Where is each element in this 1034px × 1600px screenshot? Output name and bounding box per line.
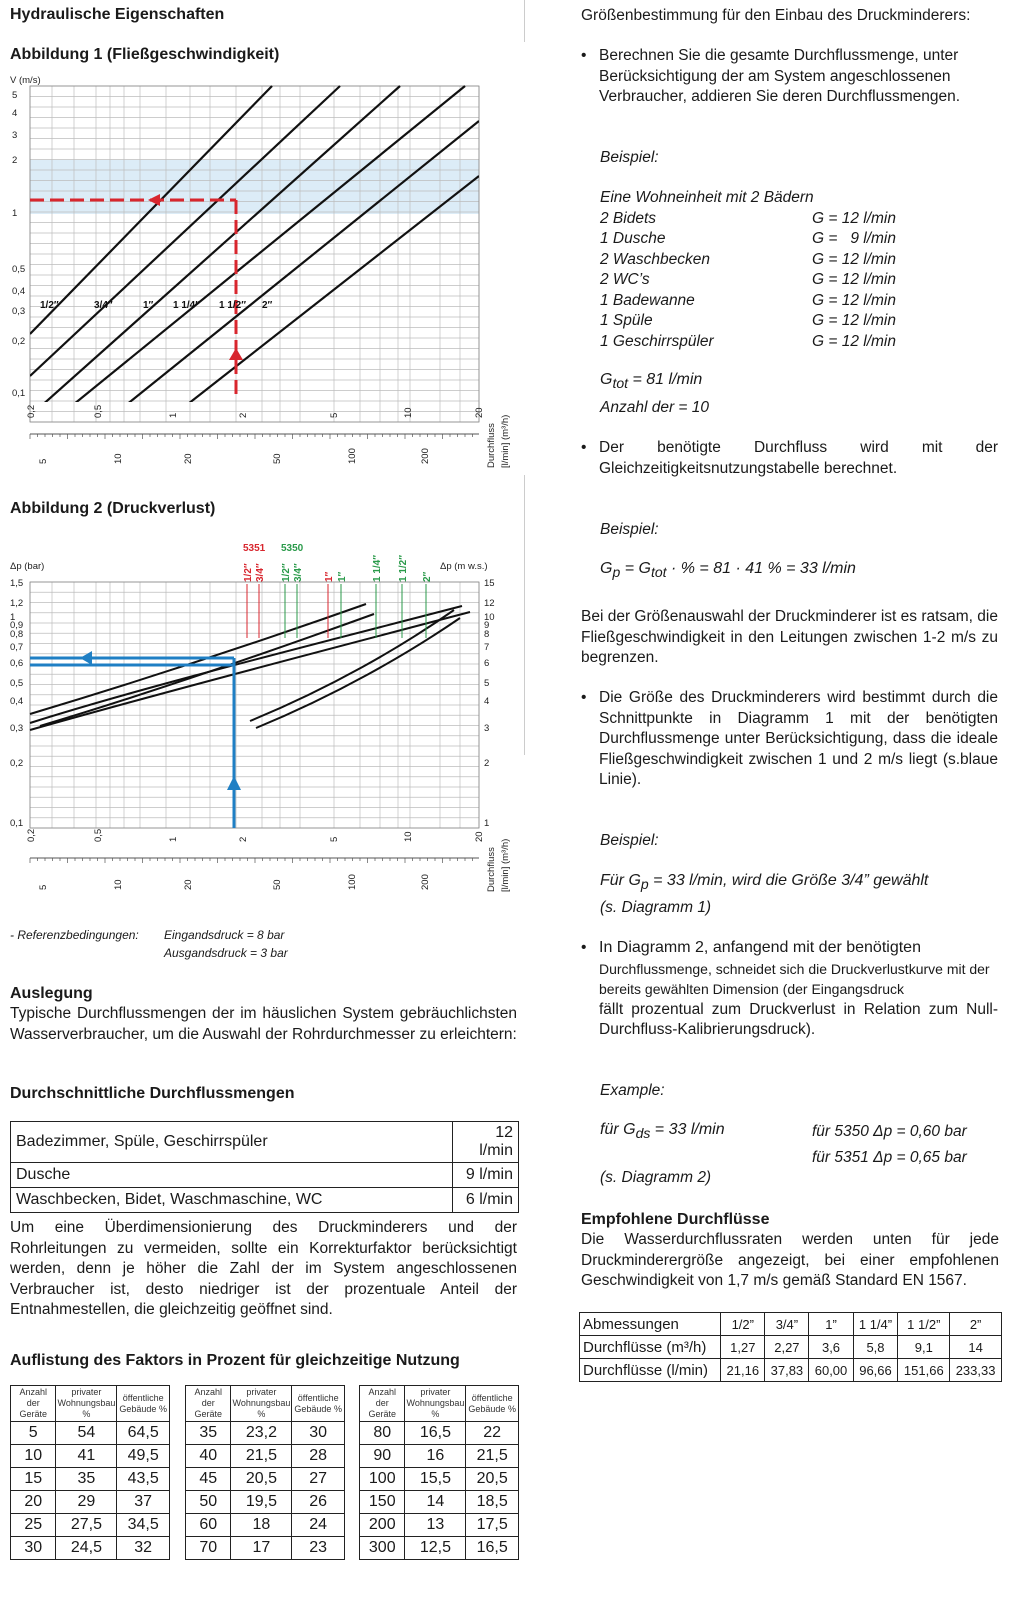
table-row: 40 21,5 28	[186, 1445, 345, 1468]
y-tick-label: 2	[12, 155, 18, 166]
table-row: 30 24,5 32	[11, 1537, 170, 1560]
bullet-icon: •	[581, 689, 587, 706]
factor-header: privater Wohnungsbau %	[405, 1386, 466, 1422]
ref-inlet: Eingandsdruck = 8 bar	[164, 928, 285, 942]
x-tick-lmin: 200	[420, 874, 431, 890]
y-tick-label: 5	[12, 90, 18, 101]
x-tick-lmin: 5	[38, 884, 49, 890]
x-tick-lmin: 20	[183, 453, 194, 464]
example-label: Beispiel:	[600, 832, 659, 849]
unit-title: Eine Wohneinheit mit 2 Bädern	[600, 189, 814, 206]
x-tick-m3h: 20	[474, 831, 485, 842]
x-tick-lmin: 100	[347, 448, 358, 464]
table-row: 60 18 24	[186, 1514, 345, 1537]
y-tick-label-right: 15	[484, 578, 495, 589]
table-row: Badezimmer, Spüle, Geschirrspüler 12 l/min	[11, 1122, 519, 1163]
factor-header: Anzahl der Geräte	[360, 1386, 405, 1422]
table-row: 90 16 21,5	[360, 1445, 519, 1468]
factor-header: öffentliche Gebäude %	[117, 1386, 170, 1422]
model-5350-label: 5350	[281, 543, 304, 554]
y-tick-label: 0,9	[10, 620, 24, 631]
x-tick-m3h: 2	[238, 412, 249, 418]
x-tick-lmin: 10	[113, 879, 124, 890]
y-tick-label-right: 2	[484, 758, 490, 769]
bullet-icon: •	[581, 47, 587, 64]
consumer-row: 2 WC’s G = 12 l/min	[600, 271, 896, 288]
ref-outlet: Ausgandsdruck = 3 bar	[164, 946, 288, 960]
fig1-ylabel: V (m/s)	[10, 75, 41, 86]
y-tick-label: 0,8	[10, 629, 24, 640]
factor-table	[185, 1385, 345, 1560]
table-row: Waschbecken, Bidet, Waschmaschine, WC 6 l/min	[11, 1188, 519, 1213]
y-tick-label: 1	[12, 208, 18, 219]
dimension-label: 3/4″	[94, 300, 113, 311]
factor-title: Auflistung des Faktors in Prozent für gleichzeitige Nutzung	[10, 1352, 460, 1369]
x-tick-m3h: 10	[403, 831, 414, 842]
dimension-label: 2″	[422, 571, 433, 582]
table-row: 5 54 64,5	[11, 1422, 170, 1445]
table-row: 10 41 49,5	[11, 1445, 170, 1468]
table-row: 100 15,5 20,5	[360, 1468, 519, 1491]
factor-header: Anzahl der Geräte	[11, 1386, 56, 1422]
table-row: 35 23,2 30	[186, 1422, 345, 1445]
rec-title: Empfohlene Durchflüsse	[581, 1211, 770, 1228]
pressure-curve	[256, 618, 460, 728]
pressure-curve	[40, 614, 374, 726]
x-tick-lmin: 10	[113, 453, 124, 464]
x-axis-units: [l/min] (m³/h)	[500, 414, 511, 468]
table-row: 200 13 17,5	[360, 1514, 519, 1537]
factor-header: Anzahl der Geräte	[186, 1386, 231, 1422]
table-row: Durchflüsse (l/min) 21,16 37,83 60,00 96,66 151,66 233,33	[580, 1359, 1002, 1382]
y-tick-label: 0,5	[10, 678, 24, 689]
dimension-label: 1 1/2″	[398, 554, 409, 582]
x-tick-m3h: 20	[474, 407, 485, 418]
y-tick-label-right: 7	[484, 642, 490, 653]
bullet-icon: •	[581, 939, 587, 956]
arrow-left-icon	[80, 651, 92, 665]
y-tick-label-right: 12	[484, 598, 495, 609]
x-tick-lmin: 5	[38, 458, 49, 464]
bullet-diagram2-a: In Diagramm 2, anfangend mit der benötigten	[599, 939, 921, 956]
consumer-row: 1 Geschirrspüler G = 12 l/min	[600, 332, 896, 350]
bullet-size-selection: Die Größe des Druckminderers wird bestimmt durch die Schnittpunkte in Diagramm 1 mit der benötigten Durchflussmenge unter Berücksichtigung, dass die ideale Fließgeschwindigkeit zwischen 1 und 2 m/s liegt (s.blaue Linie).	[599, 689, 998, 788]
gp-formula: $G_p = G_{tot}$ · % = 81 · 41 % = 33 l/min	[600, 560, 856, 581]
x-axis-label: Durchfluss	[486, 847, 497, 892]
consumer-row: 1 Badewanne G = 12 l/min	[600, 291, 896, 309]
x-tick-m3h: 1	[168, 836, 179, 842]
example-label: Beispiel:	[600, 521, 659, 538]
pressure-loss-chart	[0, 538, 525, 918]
intro-text: Größenbestimmung für den Einbau des Druckminderers:	[581, 7, 971, 24]
size-line	[30, 86, 340, 376]
x-tick-m3h: 0,2	[26, 828, 37, 842]
table-row: 20 29 37	[11, 1491, 170, 1514]
table-row: 45 20,5 27	[186, 1468, 345, 1491]
x-tick-lmin: 50	[272, 453, 283, 464]
count-line: Anzahl der = 10	[600, 399, 710, 416]
x-axis-label: Durchfluss	[486, 423, 497, 468]
x-tick-lmin: 100	[347, 874, 358, 890]
y-tick-label: 0,7	[10, 642, 24, 653]
bullet-sum-flows: Berechnen Sie die gesamte Durchflussmenge, unter Berücksichtigung der am System angeschlossenen Verbraucher, addieren Sie deren Durchflussmengen.	[599, 47, 961, 105]
y-tick-label-right: 1	[484, 818, 490, 829]
bullet-simultaneity: Der benötigte Durchfluss wird mit der Gleichzeitigkeitsnutzungstabelle berechnet.	[599, 439, 998, 477]
selection-ref: (s. Diagramm 1)	[600, 899, 712, 916]
pressure-curve	[250, 610, 454, 721]
dimension-label: 1/2″	[40, 300, 59, 311]
y-tick-label: 1,2	[10, 598, 24, 609]
bullet-diagram2-b: Durchflussmenge, schneidet sich die Druckverlustkurve mit der bereits gewählten Dimension (der Eingangsdruck	[599, 960, 990, 997]
y-tick-label-right: 8	[484, 629, 490, 640]
y-tick-label: 0,4	[12, 286, 26, 297]
dimension-label: 1 1/4″	[173, 300, 201, 311]
y-tick-label: 3	[12, 130, 18, 141]
bullet-icon: •	[581, 439, 587, 456]
y-tick-label: 4	[12, 108, 18, 119]
result-5350: für 5350 Δp = 0,60 bar	[812, 1123, 967, 1140]
factor-tables	[10, 1385, 520, 1560]
x-tick-m3h: 0,5	[93, 404, 104, 418]
y-tick-label-right: 4	[484, 696, 490, 707]
table-row: 150 14 18,5	[360, 1491, 519, 1514]
dimension-label: 2″	[262, 300, 273, 311]
table-row: 80 16,5 22	[360, 1422, 519, 1445]
y-tick-label: 0,2	[10, 758, 24, 769]
factor-header: privater Wohnungsbau %	[231, 1386, 292, 1422]
x-tick-m3h: 10	[403, 407, 414, 418]
y-tick-label-right: 9	[484, 620, 490, 631]
dimension-label: 1 1/2″	[219, 300, 247, 311]
y-tick-label: 0,1	[12, 388, 26, 399]
y-tick-label: 0,3	[12, 306, 26, 317]
fig2-ylabel-left: Δp (bar)	[10, 561, 45, 572]
table-row: 300 12,5 16,5	[360, 1537, 519, 1560]
x-tick-lmin: 200	[420, 448, 431, 464]
factor-header: öffentliche Gebäude %	[466, 1386, 519, 1422]
consumer-row: 1 Dusche G = 9 l/min	[600, 230, 896, 247]
table-row: 25 27,5 34,5	[11, 1514, 170, 1537]
dimension-label: 1/2″	[243, 563, 254, 582]
x-tick-m3h: 5	[329, 412, 340, 418]
x-tick-lmin: 20	[183, 879, 194, 890]
rec-text: Die Wasserdurchflussraten werden unten für jede Druckminderergröße angezeigt, bei einer empfohlenen Geschwindigkeit von 1,7 m/s gemäß Standard EN 1567.	[581, 1231, 999, 1289]
consumer-row: 2 Waschbecken G = 12 l/min	[600, 250, 896, 268]
arrow-up-icon	[229, 348, 243, 360]
y-tick-label: 0,1	[10, 818, 24, 829]
fig2-title: Abbildung 2 (Druckverlust)	[10, 500, 216, 517]
diagram2-ref: (s. Diagramm 2)	[600, 1169, 712, 1186]
velocity-chart	[0, 66, 525, 480]
arrow-up-icon	[227, 776, 241, 790]
table-row: 15 35 43,5	[11, 1468, 170, 1491]
avg-flow-table	[10, 1121, 519, 1213]
auslegung-text: Typische Durchflussmengen der im häuslichen System gebräuchlichsten Wasserverbraucher, um die Auswahl der Rohrdurchmesser zu erleichtern:	[10, 1005, 517, 1043]
y-tick-label-right: 3	[484, 723, 490, 734]
consumer-row: 1 Spüle G = 12 l/min	[600, 312, 896, 329]
factor-table	[359, 1385, 519, 1560]
page-title: Hydraulische Eigenschaften	[10, 6, 225, 23]
column-divider	[524, 0, 525, 42]
x-tick-m3h: 0,5	[93, 828, 104, 842]
recommended-flow-table	[579, 1312, 1002, 1382]
table-row: 70 17 23	[186, 1537, 345, 1560]
table-row: Durchflüsse (m³/h) 1,27 2,27 3,6 5,8 9,1 14	[580, 1336, 1002, 1359]
y-tick-label: 1	[10, 612, 16, 623]
y-tick-label-right: 5	[484, 678, 490, 689]
x-tick-m3h: 2	[238, 836, 249, 842]
example-en-label: Example:	[600, 1082, 665, 1099]
dimension-label: 1″	[143, 300, 154, 311]
x-tick-m3h: 0,2	[26, 404, 37, 418]
table-row: 50 19,5 26	[186, 1491, 345, 1514]
dimension-label: 1 1/4″	[372, 554, 383, 582]
y-tick-label: 0,6	[10, 658, 24, 669]
gtot-line: $G_{tot} = 81$ l/min	[600, 371, 703, 392]
velocity-advice: Bei der Größenauswahl der Druckminderer ist es ratsam, die Fließgeschwindigkeit in den Leitungen zwischen 1-2 m/s zu begrenzen.	[581, 608, 998, 666]
y-tick-label: 1,5	[10, 578, 24, 589]
size-line	[30, 86, 400, 416]
dimension-label: 1/2″	[281, 563, 292, 582]
table-row: Abmessungen 1/2” 3/4” 1” 1 1/4” 1 1/2” 2”	[580, 1313, 1002, 1336]
consumer-row: 2 Bidets G = 12 l/min	[600, 209, 896, 227]
factor-header: öffentliche Gebäude %	[292, 1386, 345, 1422]
gds-line: für $G_{ds} = 33$ l/min	[600, 1121, 725, 1142]
example-label: Beispiel:	[600, 149, 659, 166]
dimension-label: 3/4″	[255, 563, 266, 582]
y-tick-label: 0,5	[12, 264, 26, 275]
selection-line: Für $G_p = 33$ l/min, wird die Größe 3/4” gewählt	[600, 872, 929, 893]
auslegung-title: Auslegung	[10, 985, 93, 1002]
dimension-label: 3/4″	[293, 563, 304, 582]
dimension-label: 1″	[324, 571, 335, 582]
y-tick-label-right: 6	[484, 658, 490, 669]
factor-header: privater Wohnungsbau %	[56, 1386, 117, 1422]
ideal-velocity-band	[30, 160, 479, 214]
fig1-title: Abbildung 1 (Fließgeschwindigkeit)	[10, 46, 280, 63]
avg-flow-title: Durchschnittliche Durchflussmengen	[10, 1085, 295, 1102]
model-5351-label: 5351	[243, 543, 266, 554]
result-5351: für 5351 Δp = 0,65 bar	[812, 1149, 967, 1166]
bullet-diagram2-c: fällt prozentual zum Druckverlust in Relation zum Null-Durchfluss-Kalibrierungsdruck).	[599, 1000, 998, 1038]
x-tick-m3h: 5	[329, 836, 340, 842]
consumer-list	[600, 188, 1000, 352]
y-tick-label: 0,2	[12, 336, 26, 347]
table-row: Dusche 9 l/min	[11, 1163, 519, 1188]
y-tick-label-right: 10	[484, 612, 495, 623]
oversize-text: Um eine Überdimensionierung des Druckminderers und der Rohrleitungen zu vermeiden, sollte ein Korrekturfaktor berücksichtigt werden, denn je höher die Zahl der im System angeschlossenen Verbraucher ist, desto niedriger ist der prozentuale Anteil der Entnahmestellen, die gleichzeitig geöffnet sind.	[10, 1219, 517, 1318]
x-tick-lmin: 50	[272, 879, 283, 890]
factor-table	[10, 1385, 170, 1560]
y-tick-label: 0,4	[10, 696, 24, 707]
fig2-ylabel-right: Δp (m w.s.)	[440, 561, 488, 572]
ref-label: - Referenzbedingungen:	[10, 928, 139, 942]
y-tick-label: 0,3	[10, 723, 24, 734]
x-tick-m3h: 1	[168, 412, 179, 418]
dimension-label: 1″	[337, 571, 348, 582]
x-axis-units: [l/min] (m³/h)	[500, 838, 511, 892]
